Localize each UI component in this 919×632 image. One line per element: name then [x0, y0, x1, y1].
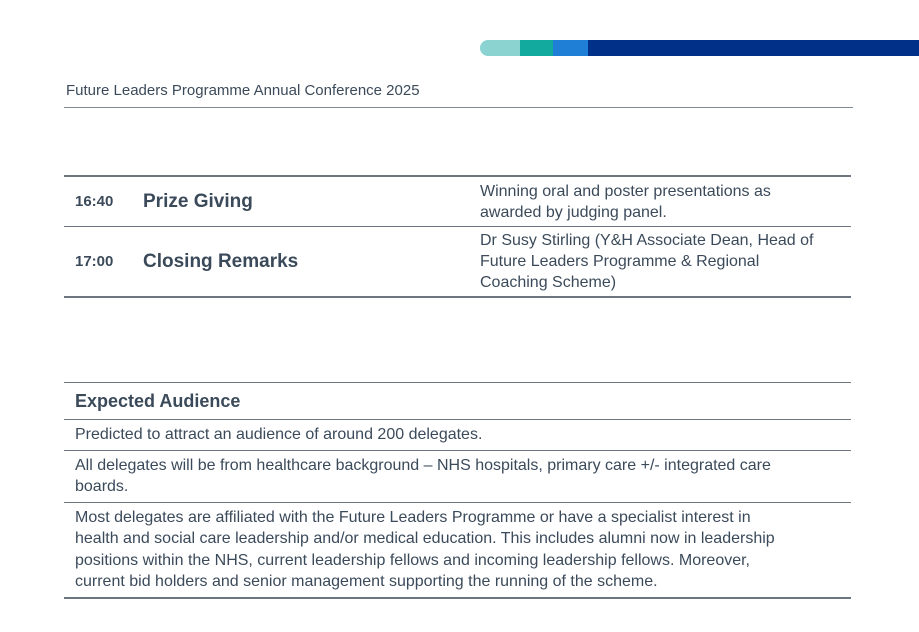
- audience-line: current bid holders and senior management supporting the running of the scheme.: [75, 573, 658, 590]
- expected-audience-table: [64, 382, 851, 599]
- description-line: Dr Susy Stirling (Y&H Associate Dean, Head of: [480, 232, 814, 249]
- audience-line: All delegates will be from healthcare background – NHS hospitals, primary care +/- integrated care: [75, 456, 771, 474]
- schedule-row: [64, 177, 851, 226]
- description-line: Future Leaders Programme & Regional: [480, 253, 760, 270]
- schedule-session-title: Prize Giving: [143, 190, 253, 212]
- schedule-session-title: Closing Remarks: [143, 250, 299, 272]
- audience-row: [64, 502, 851, 597]
- description-line: Winning oral and poster presentations as: [480, 182, 771, 200]
- document-header-title: Future Leaders Programme Annual Conference 2025: [66, 82, 420, 99]
- schedule-table: [64, 175, 851, 298]
- description-line: Coaching Scheme): [480, 274, 617, 291]
- audience-heading: Expected Audience: [64, 383, 851, 420]
- audience-row: [64, 450, 851, 502]
- header-divider: [64, 107, 853, 108]
- brand-stripe-teal-light: [480, 40, 520, 56]
- description-line: awarded by judging panel.: [480, 203, 667, 221]
- schedule-description: [480, 181, 845, 223]
- audience-line: Predicted to attract an audience of around 200 delegates.: [75, 426, 483, 443]
- audience-line: boards.: [75, 478, 129, 495]
- schedule-time: 16:40: [75, 193, 114, 210]
- audience-line: positions within the NHS, current leadership fellows and incoming leadership fellows. Moreover,: [75, 551, 750, 569]
- schedule-row: [64, 226, 851, 296]
- schedule-description: [480, 230, 845, 293]
- audience-line: Most delegates are affiliated with the Future Leaders Programme or have a specialist interest in: [75, 508, 751, 526]
- audience-row: [64, 420, 851, 450]
- brand-stripe-navy: [580, 40, 919, 56]
- schedule-time: 17:00: [75, 253, 114, 270]
- audience-line: health and social care leadership and/or medical education. This includes alumni now in leadership: [75, 530, 775, 547]
